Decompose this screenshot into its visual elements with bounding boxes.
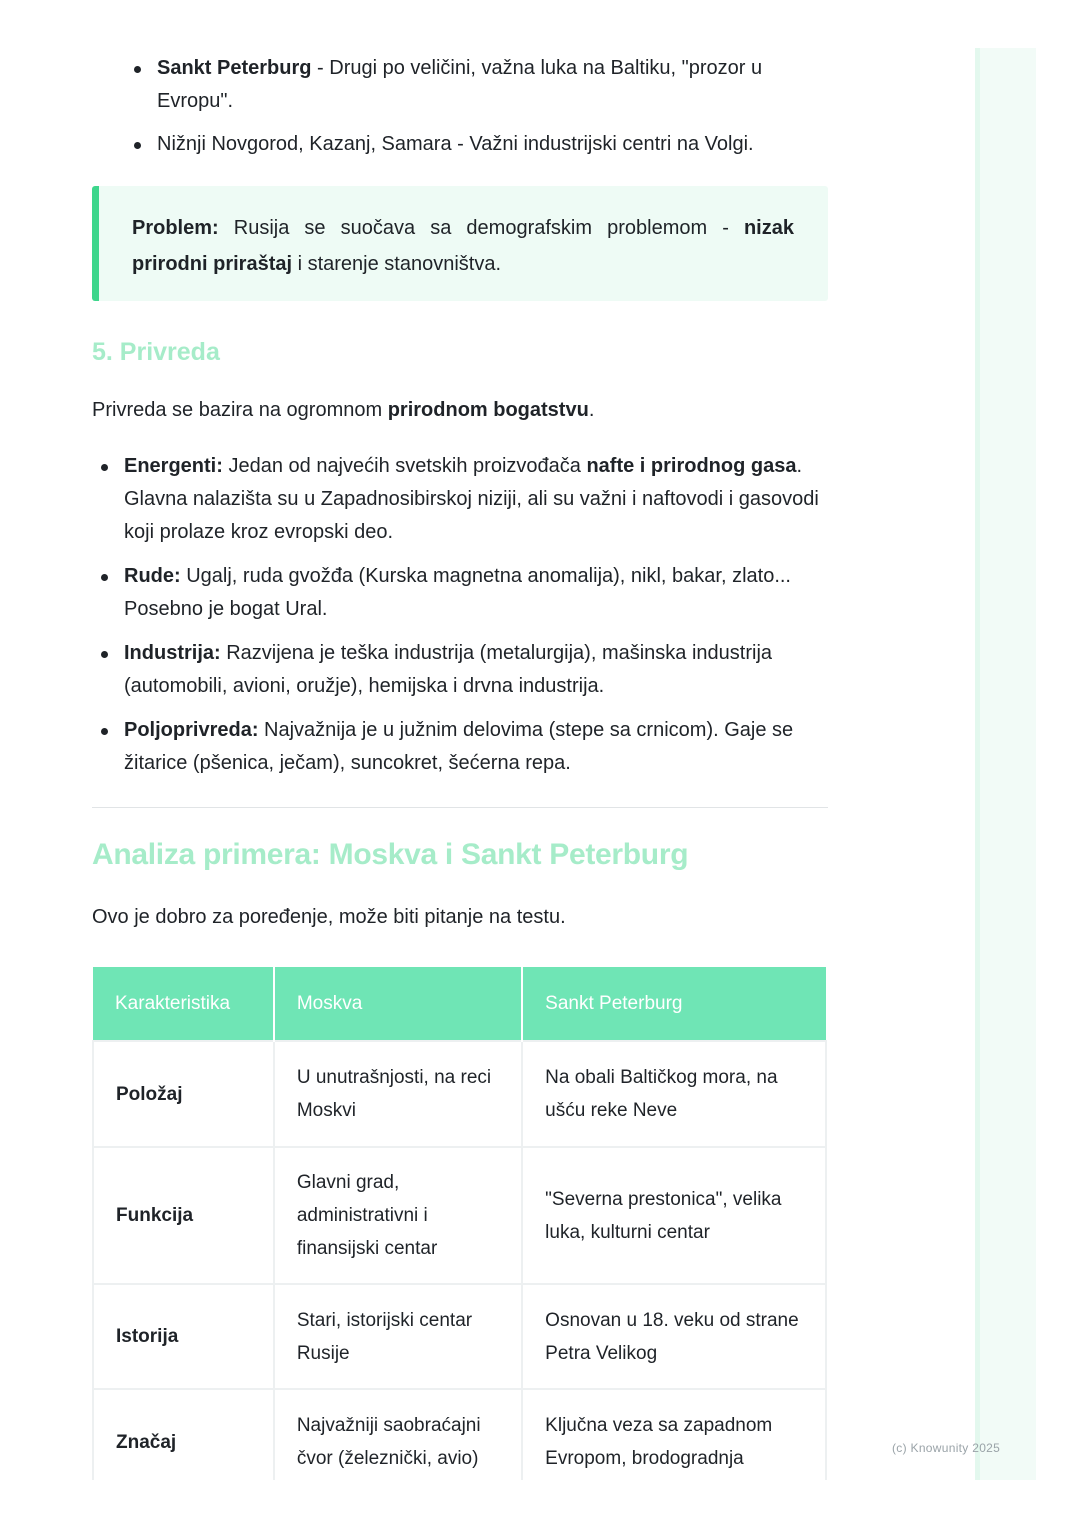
intro-end: .: [588, 399, 595, 421]
table-cell: Na obali Baltičkog mora, na ušću reke Neve: [522, 1041, 826, 1147]
row-key: Značaj: [93, 1389, 274, 1480]
table-cell: Osnovan u 18. veku od strane Petra Velikog: [522, 1284, 826, 1389]
list-item-poljoprivreda: [92, 714, 828, 780]
list-item-energenti: [92, 450, 828, 549]
copyright-footer: (c) Knowunity 2025: [892, 1441, 1001, 1455]
item-label: Poljoprivreda:: [124, 719, 259, 741]
table-cell: Stari, istorijski centar Rusije: [274, 1284, 522, 1389]
table-cell: Najvažniji saobraćajni čvor (železnički, avio): [274, 1389, 522, 1480]
economy-list: [92, 450, 828, 780]
column-header: Moskva: [274, 967, 522, 1041]
item-emphasis: nafte i prirodnog gasa: [586, 455, 797, 477]
item-label: Industrija:: [124, 642, 221, 664]
table-cell: Ključna veza sa zapadnom Evropom, brodogradnja: [522, 1389, 826, 1480]
item-text: Jedan od najvećih svetskih proizvođača: [222, 455, 587, 477]
document-content: [92, 0, 828, 1480]
table-row: [93, 1284, 826, 1389]
callout-text: Rusija se suočava sa demografskim problemom -: [218, 217, 744, 239]
row-key: Funkcija: [93, 1147, 274, 1284]
section-intro: [92, 394, 594, 427]
list-item-rude: [92, 560, 828, 626]
comparison-table: [92, 967, 827, 1480]
item-label: Rude:: [124, 565, 181, 587]
intro-text: Privreda se bazira na ogromnom: [92, 399, 388, 421]
item-text: Razvijena je teška industrija (metalurgija), mašinska industrija (automobili, avioni, oružje), hemijska i drvna industrija.: [124, 642, 773, 697]
table-row: [93, 1147, 826, 1284]
table-row: [93, 1389, 826, 1480]
item-text-end: . Glavna nalazišta su u Zapadnosibirskoj niziji, ali su važni i naftovodi i gasovodi koji prolaze kroz evropski deo.: [124, 455, 819, 543]
intro-emphasis: prirodnom bogatstvu: [387, 399, 589, 421]
analysis-heading: Analiza primera: Moskva i Sankt Peterburg: [92, 838, 689, 871]
problem-callout: [92, 186, 828, 301]
analysis-intro: Ovo je dobro za poređenje, može biti pitanje na testu.: [92, 906, 566, 928]
section-divider: [92, 807, 828, 808]
item-label: Energenti:: [124, 455, 223, 477]
column-header: Sankt Peterburg: [522, 967, 826, 1041]
row-key: Položaj: [93, 1041, 274, 1147]
callout-label: Problem:: [132, 217, 219, 239]
table-header-row: [93, 967, 826, 1041]
callout-tail: i starenje stanovništva.: [292, 253, 502, 275]
section-heading-privreda: 5. Privreda: [92, 338, 220, 366]
list-item: [92, 52, 797, 118]
right-margin-strip: [975, 48, 1036, 1480]
city-description: - Drugi po veličini, važna luka na Baltiku, "prozor u Evropu".: [157, 57, 763, 112]
city-name: Sankt Peterburg: [157, 57, 312, 79]
column-header: Karakteristika: [93, 967, 274, 1041]
table-row: [93, 1041, 826, 1147]
table-cell: Glavni grad, administrativni i finansijski centar: [274, 1147, 522, 1284]
row-key: Istorija: [93, 1284, 274, 1389]
table-cell: U unutrašnjosti, na reci Moskvi: [274, 1041, 522, 1147]
table-cell: "Severna prestonica", velika luka, kulturni centar: [522, 1147, 826, 1284]
city-description: Nižnji Novgorod, Kazanj, Samara - Važni industrijski centri na Volgi.: [157, 133, 754, 155]
item-text: Ugalj, ruda gvožđa (Kurska magnetna anomalija), nikl, bakar, zlato... Posebno je bogat Ural.: [124, 565, 791, 620]
callout-emphasis: nizak prirodni priraštaj: [132, 217, 794, 275]
city-list: [92, 52, 828, 161]
item-text: Najvažnija je u južnim delovima (stepe sa crnicom). Gaje se žitarice (pšenica, ječam), suncokret, šećerna repa.: [124, 719, 794, 774]
list-item-industrija: [92, 637, 828, 703]
list-item: [92, 128, 828, 161]
